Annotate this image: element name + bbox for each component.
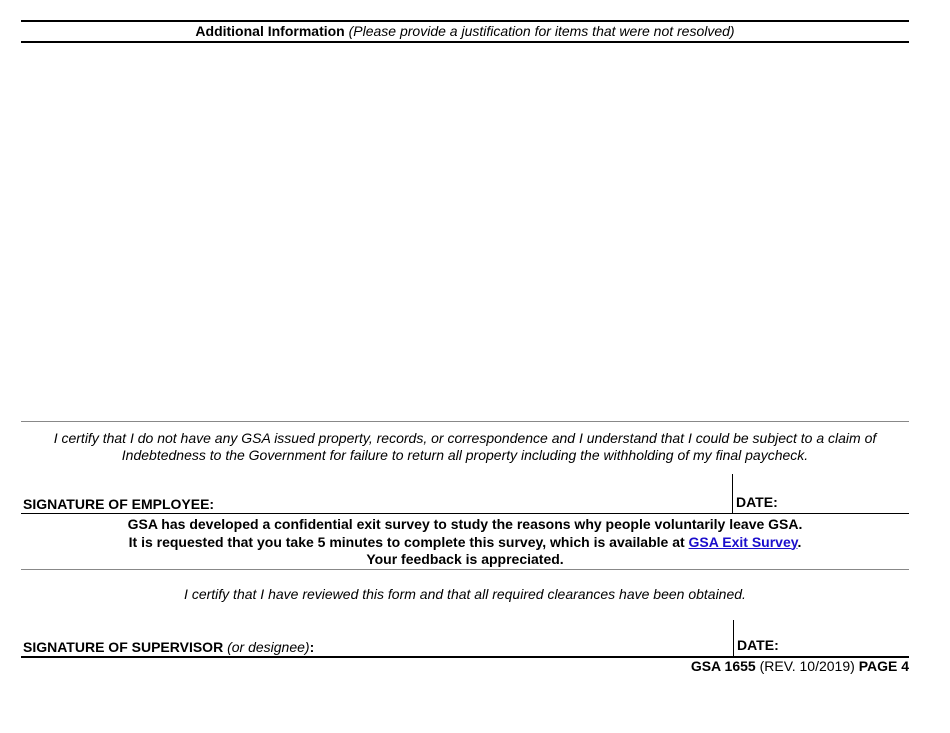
divider — [21, 421, 909, 422]
header-bottom-rule — [21, 41, 909, 43]
section-subtitle: (Please provide a justification for items that were not resolved) — [348, 23, 735, 39]
survey-line-2-suffix: . — [797, 533, 802, 550]
page-number: PAGE 4 — [858, 658, 909, 674]
employee-certification-line-1: I certify that I do not have any GSA issued property, records, or correspondence and I understand that I could be subject to a claim of — [53, 430, 877, 446]
survey-line-3: Your feedback is appreciated. — [366, 551, 564, 567]
section-title: Additional Information — [195, 23, 345, 39]
header-top-rule — [21, 20, 909, 22]
employee-certification-line-2: Indebtedness to the Government for failure to return all property including the withholding of my final paycheck. — [121, 447, 809, 463]
employee-signature-rule — [21, 513, 909, 514]
additional-info-field[interactable] — [21, 44, 909, 420]
supervisor-signature-colon: : — [309, 639, 315, 655]
gsa-exit-survey-link[interactable]: GSA Exit Survey — [688, 533, 798, 550]
form-number: GSA 1655 — [690, 658, 756, 674]
form-footer — [691, 658, 909, 675]
employee-certification — [30, 430, 900, 464]
employee-signature-label: SIGNATURE OF EMPLOYEE: — [23, 496, 215, 512]
supervisor-signature-label-text: SIGNATURE OF SUPERVISOR — [23, 639, 224, 655]
survey-line-2-prefix: It is requested that you take 5 minutes to complete this survey, which is available at — [128, 533, 685, 550]
supervisor-certification: I certify that I have reviewed this form and that all required clearances have been obtained. — [184, 586, 746, 602]
signature-date-divider — [733, 620, 734, 656]
supervisor-signature-label — [23, 639, 314, 655]
divider — [21, 569, 909, 570]
section-header — [21, 23, 909, 40]
signature-date-divider — [732, 474, 733, 514]
employee-date-label: DATE: — [736, 494, 778, 510]
supervisor-date-label: DATE: — [737, 637, 779, 653]
supervisor-signature-qualifier: (or designee) — [227, 639, 310, 655]
exit-survey-notice — [21, 516, 909, 569]
survey-line-1: GSA has developed a confidential exit survey to study the reasons why people voluntarily leave GSA. — [127, 516, 803, 532]
survey-line-2 — [21, 534, 909, 552]
form-revision: (REV. 10/2019) — [759, 658, 855, 674]
